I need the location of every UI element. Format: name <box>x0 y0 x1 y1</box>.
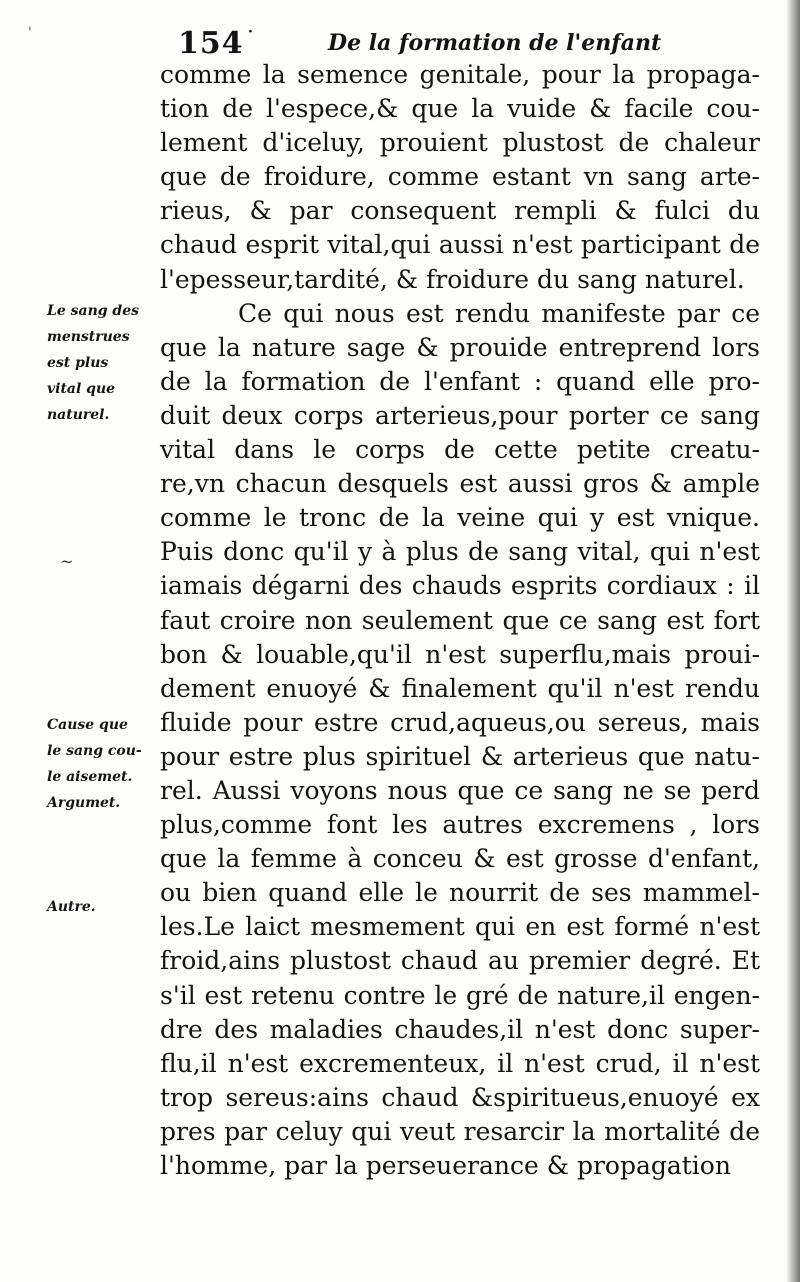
marginal-note-line: le sang cou- <box>47 743 142 759</box>
text-line: tion de l'espece,& que la vuide & facile cou- <box>160 94 760 124</box>
text-line: faut croire non seulement que ce sang est fort <box>160 605 760 635</box>
text-line: bon & louable,qu'il n'est superflu,mais proui- <box>160 639 760 669</box>
text-line: chaud esprit vital,qui aussi n'est participant de <box>160 230 760 260</box>
text-line: iamais dégarni des chauds esprits cordiaux : il <box>160 571 760 601</box>
text-line: fluide pour estre crud,aqueus,ou sereus, mais <box>160 707 760 737</box>
text-line: rieus, & par consequent rempli & fulci du <box>160 196 760 226</box>
text-line: froid,ains plustost chaud au premier degré. Et <box>160 946 760 976</box>
text-line: trop sereus:ains chaud &spiritueus,enuoyé ex <box>160 1082 760 1112</box>
folio-ornament: · <box>248 24 253 40</box>
text-line: duit deux corps arterieus,pour porter ce sang <box>160 400 760 430</box>
marginal-note <box>47 712 162 816</box>
text-line: l'homme, par la perseuerance & propagation <box>160 1151 731 1180</box>
marginal-note-line: le aisemet. <box>47 769 133 785</box>
marginal-note <box>47 298 162 428</box>
text-line: que la femme à conceu & est grosse d'enfant, <box>160 844 760 874</box>
page-edge-shadow <box>786 0 800 1282</box>
text-line: comme la semence genitale, pour la propaga- <box>160 60 760 89</box>
text-line: vital dans le corps de cette petite creatu- <box>160 435 760 465</box>
text-line: plus,comme font les autres excremens , lors <box>160 810 760 840</box>
text-line: de la formation de l'enfant : quand elle pro- <box>160 366 760 396</box>
marginal-note-line: Autre. <box>47 899 96 915</box>
text-line: re,vn chacun desquels est aussi gros & ample <box>160 469 760 499</box>
body-text <box>160 58 760 1183</box>
marginal-note-line: Le sang des <box>47 303 139 319</box>
text-line: pour estre plus spirituel & arterieus que natu- <box>160 741 760 771</box>
page-header <box>178 24 662 61</box>
marginal-note-line: vital que <box>47 381 116 397</box>
marginal-note-line: Cause que <box>47 717 128 733</box>
running-head: De la formation de l'enfant <box>328 30 662 56</box>
text-line: les.Le laict mesmement qui en est formé n'est <box>160 912 760 942</box>
corner-mark: ' <box>28 25 32 41</box>
text-line: flu,il n'est excrementeux, il n'est crud, il n'est <box>160 1048 760 1078</box>
text-line: dement enuoyé & finalement qu'il n'est rendu <box>160 673 760 703</box>
marginal-note <box>47 894 162 920</box>
text-line: que de froidure, comme estant vn sang arte- <box>160 162 760 192</box>
text-line: comme le tronc de la veine qui y est vnique. <box>160 503 760 533</box>
text-line: s'il est retenu contre le gré de nature,il engen- <box>160 980 760 1010</box>
text-line: ou bien quand elle le nourrit de ses mammel- <box>160 878 760 908</box>
text-line: que la nature sage & prouide entreprend lors <box>160 332 760 362</box>
text-line: pres par celuy qui veut resarcir la mortalité de <box>160 1116 760 1146</box>
marginal-note-line: est plus <box>47 355 109 371</box>
marginal-note-line: menstrues <box>47 329 130 345</box>
marginal-note-line: naturel. <box>47 407 110 423</box>
margin-ornament: ~ <box>60 552 74 571</box>
text-line: Puis donc qu'il y à plus de sang vital, qui n'est <box>160 537 760 567</box>
text-line: dre des maladies chaudes,il n'est donc super- <box>160 1014 760 1044</box>
page-number: 154 <box>178 26 244 61</box>
text-line: l'epesseur,tardité, & froidure du sang naturel. <box>160 264 745 294</box>
text-line: lement d'iceluy, prouient plustost de chaleur <box>160 128 760 158</box>
marginal-note-line: Argumet. <box>47 795 121 811</box>
text-line: rel. Aussi voyons nous que ce sang ne se perd <box>160 775 760 805</box>
text-line: Ce qui nous est rendu manifeste par ce <box>238 298 760 328</box>
